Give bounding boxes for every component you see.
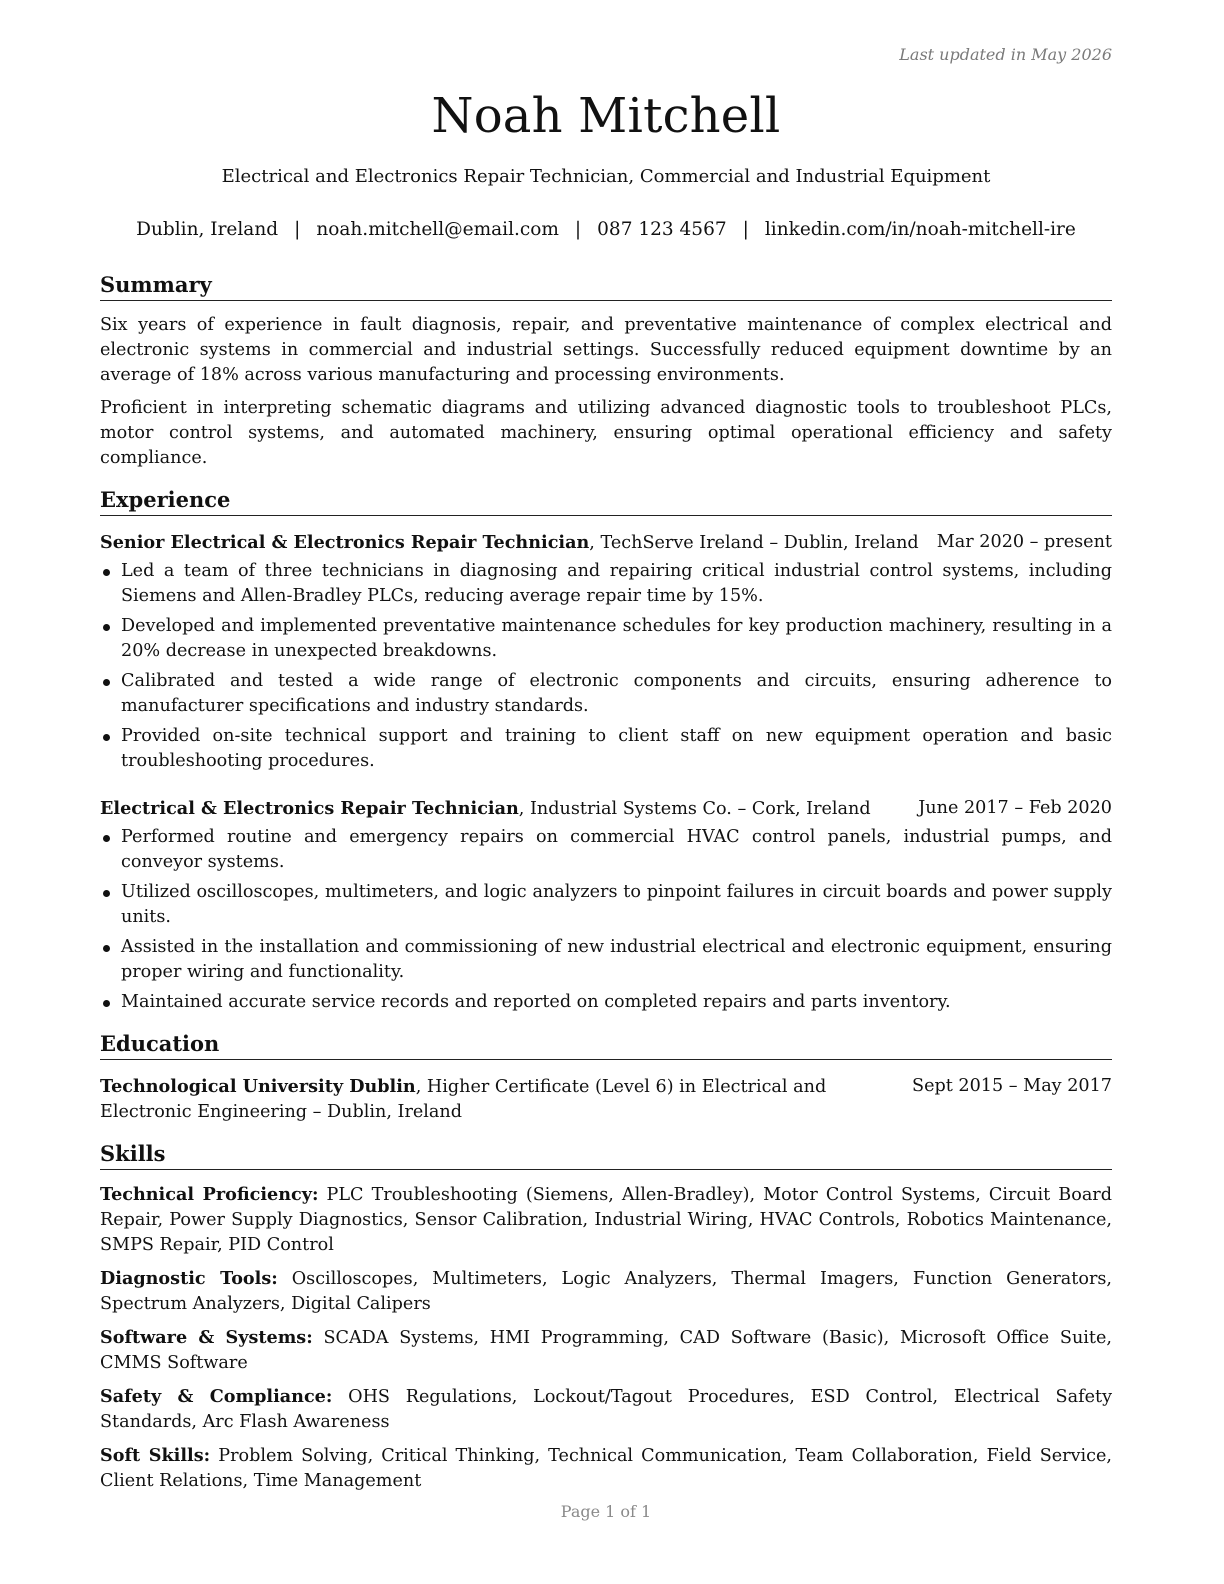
- education-institution: Technological University Dublin: [100, 1076, 416, 1097]
- candidate-headline: Electrical and Electronics Repair Technician, Commercial and Industrial Equipment: [221, 166, 991, 187]
- skill-group-items: Problem Solving, Critical Thinking, Technical Communication, Team Collaboration, Field Service, Client Relations, Time Management: [100, 1446, 1113, 1491]
- job-header: [100, 796, 1112, 822]
- job-entry: [100, 796, 1112, 1015]
- bullet-text: Assisted in the installation and commissioning of new industrial electrical and electronic equipment, ensuring proper wiring and functionality.: [121, 937, 1112, 982]
- skill-group: [100, 1443, 1112, 1494]
- skill-group-label: Safety & Compliance:: [100, 1386, 333, 1407]
- list-item: [100, 935, 1112, 985]
- job-entry: [100, 530, 1112, 774]
- bullet-text: Developed and implemented preventative maintenance schedules for key production machinery, resulting in a 20% decrease in unexpected breakdowns.: [121, 616, 1112, 661]
- bullet-icon: [103, 1000, 110, 1007]
- skill-group-label: Software & Systems:: [100, 1327, 313, 1348]
- bullet-text: Utilized oscilloscopes, multimeters, and logic analyzers to pinpoint failures in circuit boards and power supply units.: [121, 882, 1112, 927]
- skill-group: [100, 1266, 1112, 1317]
- skill-group: [100, 1325, 1112, 1376]
- section-title-education: Education: [100, 1029, 1112, 1060]
- skill-group-items: SCADA Systems, HMI Programming, CAD Software (Basic), Microsoft Office Suite, CMMS Software: [100, 1328, 1112, 1373]
- summary-paragraph: Six years of experience in fault diagnosis, repair, and preventative maintenance of complex electrical and electronic systems in commercial and industrial settings. Successfully reduced equipment downtime by an average of 18% across various manufacturing and processing environments.: [100, 315, 1112, 385]
- bullet-text: Provided on-site technical support and training to client staff on new equipment operation and basic troubleshooting procedures.: [121, 726, 1112, 771]
- skill-group-items: PLC Troubleshooting (Siemens, Allen-Bradley), Motor Control Systems, Circuit Board Repair, Power Supply Diagnostics, Sensor Calibration, Industrial Wiring, HVAC Controls, Robotics Maintenance, SMPS Repair, PID Control: [100, 1185, 1112, 1255]
- job-organization: , TechServe Ireland – Dublin, Ireland: [589, 533, 919, 553]
- education-section: [100, 1029, 1112, 1125]
- contact-separator: |: [574, 219, 582, 240]
- summary-section: [100, 270, 1112, 471]
- resume-page: [100, 0, 1112, 1584]
- bullet-text: Maintained accurate service records and reported on completed repairs and parts inventory.: [121, 992, 951, 1012]
- job-header: [100, 530, 1112, 556]
- bullet-icon: [103, 679, 110, 686]
- resume-body: [100, 270, 1112, 1508]
- job-dates: Mar 2020 – present: [936, 532, 1112, 552]
- job-role: Electrical & Electronics Repair Technician: [100, 798, 519, 819]
- section-title-summary: Summary: [100, 270, 1112, 301]
- bullet-icon: [103, 734, 110, 741]
- list-item: [100, 559, 1112, 609]
- bullet-icon: [103, 945, 110, 952]
- bullet-icon: [103, 569, 110, 576]
- page-number: Page 1 of 1: [560, 1502, 652, 1521]
- experience-section: [100, 485, 1112, 1015]
- contact-email[interactable]: noah.mitchell@email.com: [316, 219, 559, 240]
- skill-group-items: Oscilloscopes, Multimeters, Logic Analyzers, Thermal Imagers, Function Generators, Spectrum Analyzers, Digital Calipers: [100, 1269, 1112, 1314]
- section-title-experience: Experience: [100, 485, 1112, 516]
- education-entry: [100, 1074, 1112, 1125]
- list-item: [100, 825, 1112, 875]
- bullet-text: Calibrated and tested a wide range of electronic components and circuits, ensuring adherence to manufacturer specifications and industry standards.: [121, 671, 1112, 716]
- skill-group-label: Technical Proficiency:: [100, 1184, 319, 1205]
- list-item: [100, 669, 1112, 719]
- job-bullets: [100, 825, 1112, 1015]
- skills-section: [100, 1139, 1112, 1494]
- list-item: [100, 614, 1112, 664]
- list-item: [100, 990, 1112, 1015]
- contact-phone: 087 123 4567: [597, 219, 727, 240]
- job-role: Senior Electrical & Electronics Repair Technician: [100, 532, 590, 553]
- job-organization: , Industrial Systems Co. – Cork, Ireland: [518, 799, 871, 819]
- skill-group: [100, 1384, 1112, 1435]
- bullet-icon: [103, 624, 110, 631]
- contact-separator: |: [742, 219, 749, 240]
- contact-line: [100, 219, 1112, 240]
- list-item: [100, 880, 1112, 930]
- skill-group-label: Soft Skills:: [100, 1445, 211, 1466]
- education-details: , Higher Certificate (Level 6) in Electrical and Electronic Engineering – Dublin, Ireland: [100, 1077, 827, 1122]
- job-title-line: [100, 796, 871, 822]
- list-item: [100, 724, 1112, 774]
- contact-separator: |: [294, 219, 301, 240]
- skill-group: [100, 1182, 1112, 1258]
- bullet-text: Led a team of three technicians in diagnosing and repairing critical industrial control systems, including Siemens and Allen-Bradley PLCs, reducing average repair time by 15%.: [121, 561, 1112, 606]
- section-title-skills: Skills: [100, 1139, 1112, 1170]
- contact-location: Dublin, Ireland: [136, 219, 279, 240]
- candidate-name: Noah Mitchell: [431, 88, 781, 144]
- job-bullets: [100, 559, 1112, 774]
- skill-group-items: OHS Regulations, Lockout/Tagout Procedures, ESD Control, Electrical Safety Standards, Arc Flash Awareness: [100, 1387, 1113, 1432]
- last-updated-note: Last updated in May 2026: [899, 45, 1112, 64]
- skill-group-label: Diagnostic Tools:: [100, 1268, 278, 1289]
- bullet-icon: [103, 890, 110, 897]
- bullet-text: Performed routine and emergency repairs on commercial HVAC control panels, industrial pumps, and conveyor systems.: [121, 827, 1112, 872]
- summary-paragraph: Proficient in interpreting schematic diagrams and utilizing advanced diagnostic tools to troubleshoot PLCs, motor control systems, and automated machinery, ensuring optimal operational efficiency and safety compliance.: [100, 398, 1112, 468]
- contact-linkedin[interactable]: linkedin.com/in/noah-mitchell-ire: [764, 219, 1076, 240]
- job-title-line: [100, 530, 919, 556]
- education-dates: Sept 2015 – May 2017: [912, 1076, 1112, 1096]
- job-dates: June 2017 – Feb 2020: [918, 798, 1112, 818]
- education-line: [100, 1074, 890, 1125]
- bullet-icon: [103, 835, 110, 842]
